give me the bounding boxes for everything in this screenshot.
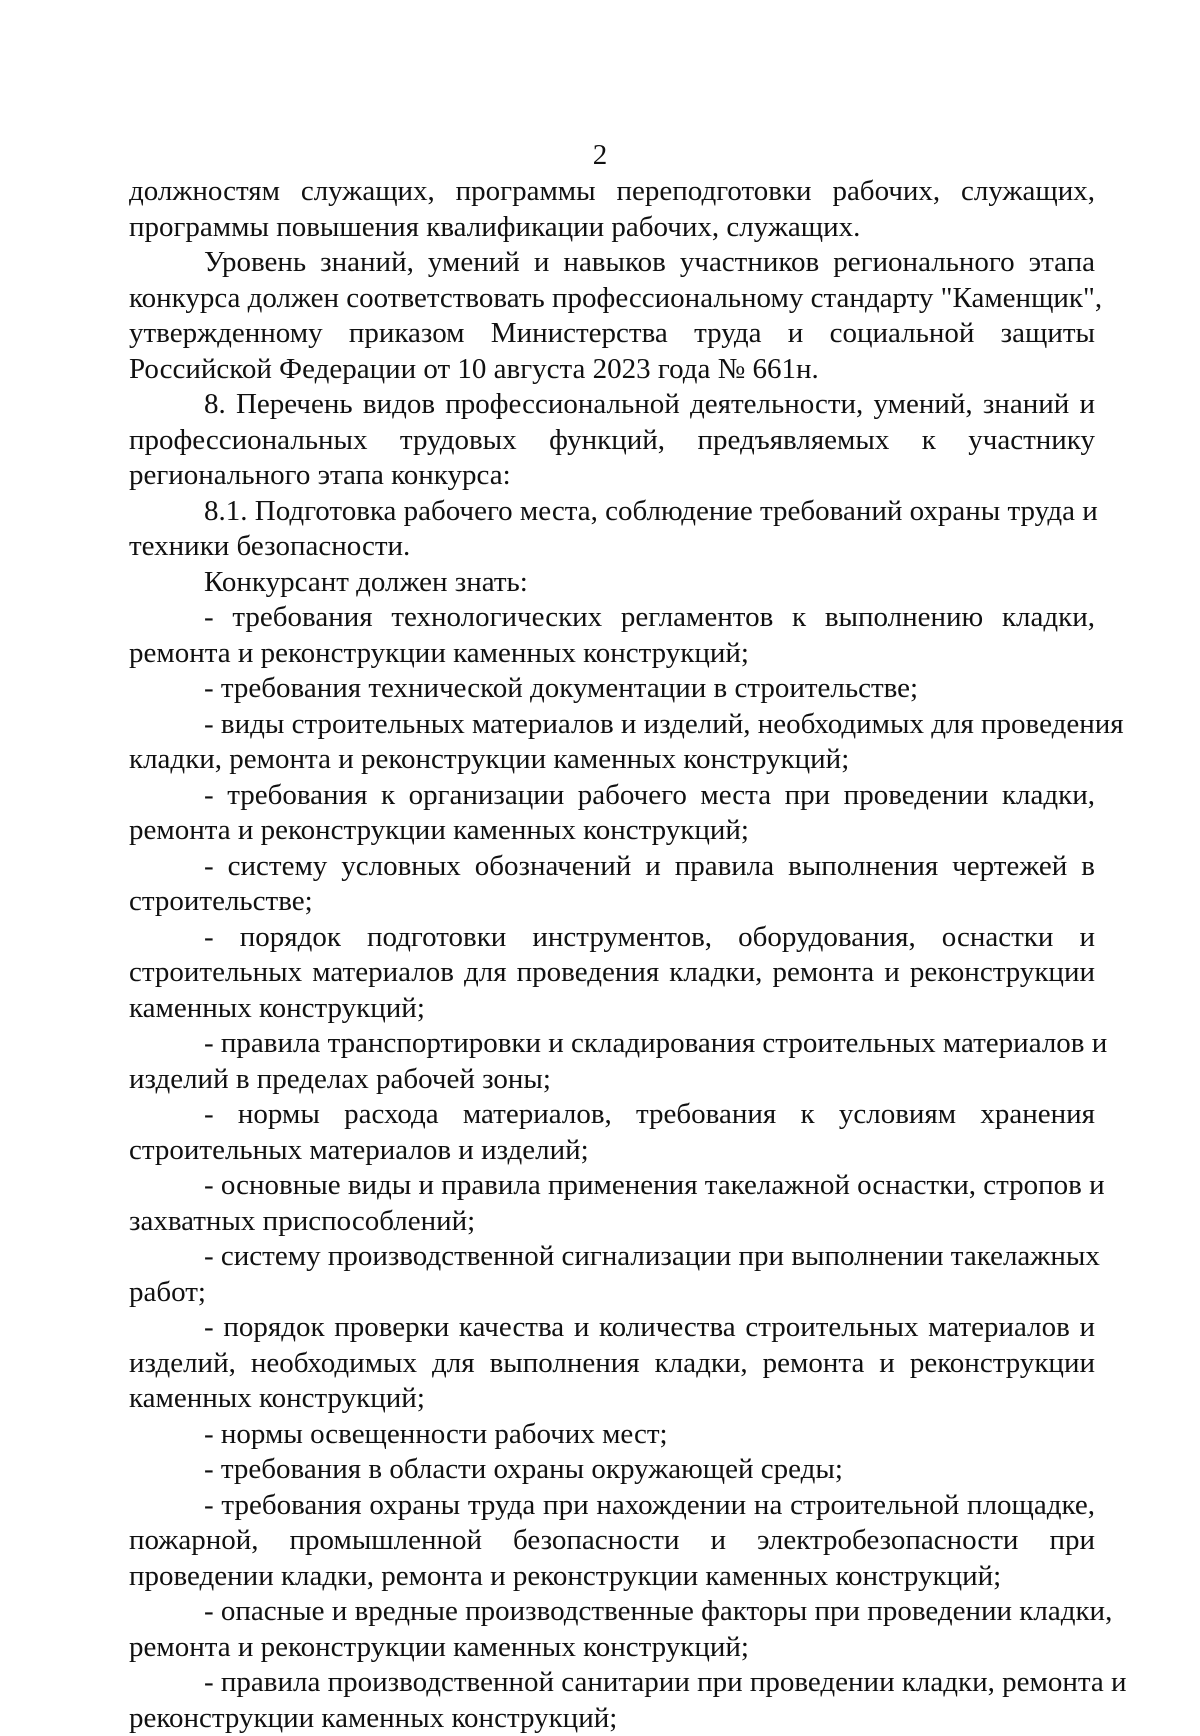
text-line: кладки, ремонта и реконструкции каменных конструкций;: [129, 742, 1095, 778]
text-line: - требования охраны труда при нахождении на строительной площадке,: [129, 1488, 1095, 1524]
text-line: - правила производственной санитарии при проведении кладки, ремонта и: [129, 1665, 1095, 1701]
text-line: утвержденному приказом Министерства труда и социальной защиты: [129, 316, 1095, 352]
text-line: программы повышения квалификации рабочих, служащих.: [129, 210, 1095, 246]
text-line: - систему производственной сигнализации при выполнении такелажных: [129, 1239, 1095, 1275]
text-line: реконструкции каменных конструкций;: [129, 1701, 1095, 1736]
text-line: строительстве;: [129, 884, 1095, 920]
text-line: - систему условных обозначений и правила выполнения чертежей в: [129, 849, 1095, 885]
text-line: изделий в пределах рабочей зоны;: [129, 1062, 1095, 1098]
text-line: профессиональных трудовых функций, предъявляемых к участнику: [129, 423, 1095, 459]
text-line: 8.1. Подготовка рабочего места, соблюдение требований охраны труда и: [129, 494, 1095, 530]
text-line: - нормы расхода материалов, требования к условиям хранения: [129, 1097, 1095, 1133]
text-line: Конкурсант должен знать:: [129, 565, 1095, 601]
text-line: Российской Федерации от 10 августа 2023 года № 661н.: [129, 352, 1095, 388]
text-line: должностям служащих, программы переподготовки рабочих, служащих,: [129, 174, 1095, 210]
text-line: ремонта и реконструкции каменных конструкций;: [129, 1630, 1095, 1666]
text-line: строительных материалов для проведения кладки, ремонта и реконструкции: [129, 955, 1095, 991]
text-line: проведении кладки, ремонта и реконструкции каменных конструкций;: [129, 1559, 1095, 1595]
text-line: ремонта и реконструкции каменных конструкций;: [129, 813, 1095, 849]
text-line: - требования в области охраны окружающей среды;: [129, 1452, 1095, 1488]
text-line: конкурса должен соответствовать профессиональному стандарту "Каменщик",: [129, 281, 1095, 317]
text-line: - требования технической документации в строительстве;: [129, 671, 1095, 707]
text-line: ремонта и реконструкции каменных конструкций;: [129, 636, 1095, 672]
text-line: 8. Перечень видов профессиональной деятельности, умений, знаний и: [129, 387, 1095, 423]
text-line: - виды строительных материалов и изделий, необходимых для проведения: [129, 707, 1095, 743]
text-line: изделий, необходимых для выполнения кладки, ремонта и реконструкции: [129, 1346, 1095, 1382]
text-line: Уровень знаний, умений и навыков участников регионального этапа: [129, 245, 1095, 281]
text-line: - порядок подготовки инструментов, оборудования, оснастки и: [129, 920, 1095, 956]
text-line: - правила транспортировки и складирования строительных материалов и: [129, 1026, 1095, 1062]
text-line: - нормы освещенности рабочих мест;: [129, 1417, 1095, 1453]
text-line: строительных материалов и изделий;: [129, 1133, 1095, 1169]
text-line: пожарной, промышленной безопасности и электробезопасности при: [129, 1523, 1095, 1559]
text-line: техники безопасности.: [129, 529, 1095, 565]
text-line: каменных конструкций;: [129, 991, 1095, 1027]
text-line: регионального этапа конкурса:: [129, 458, 1095, 494]
text-line: - основные виды и правила применения такелажной оснастки, стропов и: [129, 1168, 1095, 1204]
text-line: захватных приспособлений;: [129, 1204, 1095, 1240]
text-line: - требования технологических регламентов к выполнению кладки,: [129, 600, 1095, 636]
text-line: работ;: [129, 1275, 1095, 1311]
text-line: - опасные и вредные производственные факторы при проведении кладки,: [129, 1594, 1095, 1630]
text-line: - порядок проверки качества и количества строительных материалов и: [129, 1310, 1095, 1346]
text-line: - требования к организации рабочего места при проведении кладки,: [129, 778, 1095, 814]
page-number: 2: [0, 138, 1200, 172]
text-line: каменных конструкций;: [129, 1381, 1095, 1417]
body-text: [129, 174, 1095, 1736]
